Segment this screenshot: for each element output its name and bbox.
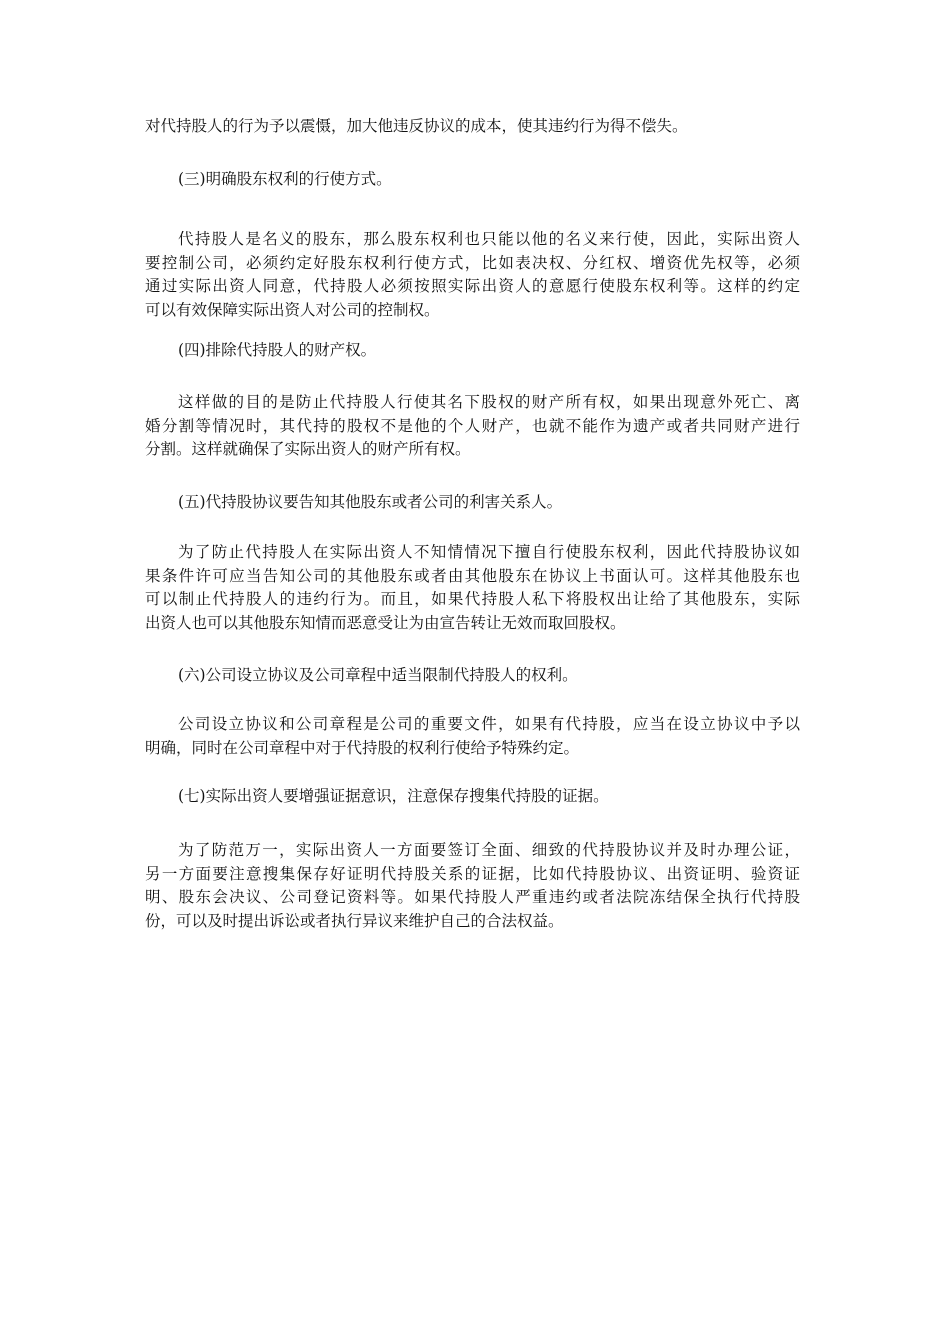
paragraph [145,713,800,760]
text-line: (四)排除代持股人的财产权。 [178,341,377,359]
section-heading [145,168,800,192]
text-line: 果条件许可应当告知公司的其他股东或者由其他股东在协议上书面认可。这样其他股东也 [145,566,800,585]
text-line: 婚分割等情况时，其代持的股权不是他的个人财产，也就不能作为遗产或者共同财产进行 [145,416,800,435]
paragraph [145,541,800,635]
section-heading [145,339,800,363]
text-line: 可以有效保障实际出资人对公司的控制权。 [145,300,440,319]
text-line: 可以制止代持股人的违约行为。而且，如果代持股人私下将股权出让给了其他股东，实际 [145,590,800,608]
paragraph [145,228,800,322]
text-line: 分割。这样就确保了实际出资人的财产所有权。 [145,440,471,458]
text-line: 要控制公司，必须约定好股东权利行使方式，比如表决权、分红权、增资优先权等，必须 [145,253,800,272]
text-line: (三)明确股东权利的行使方式。 [178,170,392,188]
text-line: 对代持股人的行为予以震慑，加大他违反协议的成本，使其违约行为得不偿失。 [145,117,688,135]
paragraph [145,391,800,462]
text-line: (七)实际出资人要增强证据意识，注意保存搜集代持股的证据。 [178,787,609,805]
text-line: 为了防止代持股人在实际出资人不知情情况下擅自行使股东权利，因此代持股协议如 [178,543,800,561]
section-heading [145,491,800,515]
text-line: (五)代持股协议要告知其他股东或者公司的利害关系人。 [178,493,563,511]
paragraph [145,839,800,933]
paragraph [145,115,800,139]
text-line: 明、股东会决议、公司登记资料等。如果代持股人严重违约或者法院冻结保全执行代持股 [145,888,800,906]
text-line: 通过实际出资人同意，代持股人必须按照实际出资人的意愿行使股东权利等。这样的约定 [145,277,800,295]
text-line: 明确，同时在公司章程中对于代持股的权利行使给予特殊约定。 [145,738,580,757]
text-line: 另一方面要注意搜集保存好证明代持股关系的证据，比如代持股协议、出资证明、验资证 [145,864,800,883]
text-line: (六)公司设立协议及公司章程中适当限制代持股人的权利。 [178,666,578,684]
section-heading [145,785,800,809]
text-line: 为了防范万一，实际出资人一方面要签订全面、细致的代持股协议并及时办理公证， [178,841,800,859]
text-line: 份，可以及时提出诉讼或者执行异议来维护自己的合法权益。 [145,911,564,930]
section-heading [145,664,800,688]
text-line: 这样做的目的是防止代持股人行使其名下股权的财产所有权，如果出现意外死亡、离 [178,393,800,411]
text-line: 出资人也可以其他股东知情而恶意受让为由宣告转让无效而取回股权。 [145,613,626,632]
text-line: 代持股人是名义的股东，那么股东权利也只能以他的名义来行使，因此，实际出资人 [178,230,800,248]
text-line: 公司设立协议和公司章程是公司的重要文件，如果有代持股，应当在设立协议中予以 [178,715,800,733]
